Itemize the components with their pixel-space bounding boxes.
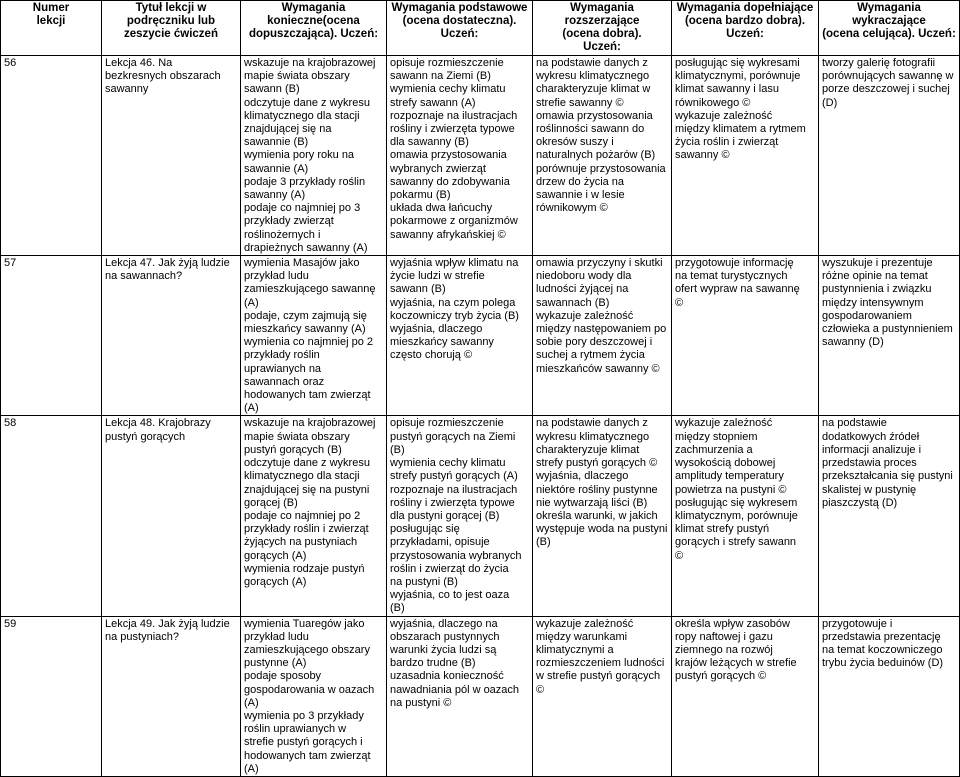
cell-line: odczytuje dane z wykresu — [244, 457, 370, 470]
cell-line: wykazuje zależność — [536, 617, 634, 630]
cell-line: wymienia rodzaje pustyń — [244, 562, 365, 575]
cell-line: wyjaśnia, dlaczego — [390, 323, 483, 336]
table-row — [1, 416, 960, 616]
cell-line: zamieszkującego sawannę — [244, 283, 376, 296]
cell-line: klimatycznym, porównuje — [675, 509, 798, 522]
cell-line: (D) — [822, 96, 838, 109]
cell-line: pokarmowe z organizmów — [390, 215, 518, 228]
cell-basic — [387, 56, 533, 256]
cell-lesson-title — [102, 416, 241, 616]
cell-line: drapieżnych sawanny (A) — [244, 241, 368, 254]
cell-line: dodatkowych źródeł — [822, 430, 920, 443]
cell-line: (B) — [536, 536, 551, 549]
cell-line: przykłady roślin — [244, 349, 320, 362]
cell-line: występuje woda na pustyni — [536, 523, 668, 536]
cell-line: mapie świata obszary — [244, 70, 350, 83]
cell-necessary — [241, 416, 387, 616]
cell-line: posługując się wykresem — [675, 496, 798, 509]
cell-lesson-number: 59 — [1, 616, 102, 776]
cell-line: dla sawanny (B) — [390, 136, 469, 149]
cell-line: podaje, czym zajmują się — [244, 309, 367, 322]
cell-line: na podstawie danych z — [536, 57, 648, 69]
cell-line: mieszkańcy sawanny — [390, 336, 494, 349]
cell-line: klimatycznego dla stacji — [244, 109, 360, 122]
cell-line: nawadniania pól w oazach — [390, 683, 520, 696]
cell-line: okresów suszy i — [536, 136, 614, 149]
cell-line: gorących (A) — [244, 575, 307, 588]
cell-line: wykresu klimatycznego — [536, 430, 650, 443]
cell-line: roślin i zwierząt do życia — [390, 562, 509, 575]
cell-line: wymienia Tuaregów jako — [244, 617, 365, 630]
cell-line: klimat sawanny i lasu — [675, 83, 779, 96]
cell-line: gorących (A) — [244, 549, 307, 562]
cell-line: roślinożernych i — [244, 228, 321, 241]
cell-line: wymienia co najmniej po 2 — [244, 336, 374, 349]
cell-line: porównujących sawannę w — [822, 70, 954, 83]
cell-line: obszarach pustynnych — [390, 630, 500, 643]
cell-line: na pustyni © — [390, 696, 452, 709]
header-expanding: Wymagania rozszerzające (ocena dobra). Uczeń: — [533, 1, 672, 56]
cell-line: hodowanych tam zwierząt — [244, 389, 371, 402]
cell-line: sawannie (A) — [244, 162, 309, 175]
cell-line: przedstawia prezentację — [822, 630, 941, 643]
table-row — [1, 56, 960, 256]
cell-line: gorących i strefy sawann — [675, 536, 797, 549]
header-basic: Wymagania podstawowe (ocena dostateczna). Uczeń: — [387, 1, 533, 56]
cell-line: strefy sawann (A) — [390, 96, 476, 109]
cell-line: klimatycznego dla stacji — [244, 470, 360, 483]
cell-exceeding — [819, 616, 960, 776]
table-row — [1, 616, 960, 776]
cell-line: przykłady zwierząt — [244, 215, 334, 228]
cell-line: przykład ludu — [244, 630, 309, 643]
cell-line: sawannie i w lesie — [536, 189, 625, 202]
cell-line: wykresu klimatycznego — [536, 70, 650, 83]
cell-line: na podstawie danych z — [536, 417, 648, 430]
cell-line: koczowniczy tryb życia (B) — [390, 309, 519, 322]
cell-line: znajdującej się na — [244, 123, 332, 136]
cell-line: wymienia cechy klimatu — [390, 83, 506, 96]
cell-line: przygotowuje i — [822, 617, 893, 630]
cell-line: między warunkami — [536, 630, 628, 643]
cell-line: krajów leżących w strefie — [675, 657, 797, 670]
cell-line: zachmurzenia a — [675, 443, 753, 456]
cell-line: pokarmu (B) — [390, 189, 451, 202]
cell-basic — [387, 616, 533, 776]
cell-line: wyjaśnia, dlaczego — [536, 470, 629, 483]
cell-line: rośliny i zwierzęta typowe — [390, 496, 515, 509]
cell-line: gospodarowania w oazach — [244, 683, 375, 696]
cell-line: trybu życia beduinów (D) — [822, 657, 944, 670]
cell-line: równikowym © — [536, 202, 608, 215]
cell-line: życia roślin i zwierząt — [675, 136, 779, 149]
cell-line: podaje co najmniej po 3 — [244, 202, 361, 215]
cell-line: wykazuje zależność — [675, 417, 773, 430]
cell-complementing — [672, 256, 819, 416]
cell-line: porównuje przystosowania — [536, 162, 666, 175]
cell-line: życie ludzi w strefie — [390, 270, 485, 283]
cell-complementing — [672, 56, 819, 256]
cell-line: strefie pustyń gorących i — [244, 736, 363, 749]
cell-exceeding — [819, 256, 960, 416]
cell-line: rozpoznaje na ilustracjach — [390, 483, 518, 496]
cell-line: charakteryzuje klimat — [536, 443, 640, 456]
cell-line: przekształcania się pustyni — [822, 470, 953, 483]
cell-lesson-number: 57 — [1, 256, 102, 416]
cell-exceeding — [819, 56, 960, 256]
cell-line: rozmieszczeniem ludności — [536, 657, 665, 670]
cell-line: wyjaśnia, dlaczego na — [390, 617, 498, 630]
cell-line: rozpoznaje na ilustracjach — [390, 109, 518, 122]
cell-line: uprawianych na — [244, 362, 322, 375]
cell-line: układa dwa łańcuchy — [390, 202, 493, 215]
cell-line: dla pustyni gorącej (B) — [390, 509, 500, 522]
cell-line: (A) — [244, 762, 259, 775]
header-necessary: Wymagania konieczne(ocena dopuszczająca). Uczeń: — [241, 1, 387, 56]
cell-line: porze deszczowej i suchej — [822, 83, 950, 96]
cell-line: żyjących na pustyniach — [244, 536, 358, 549]
cell-line: (A) — [244, 696, 259, 709]
cell-line: sawanny (D) — [822, 336, 884, 349]
cell-line: sawannach (B) — [536, 296, 610, 309]
cell-line: hodowanych tam zwierząt — [244, 749, 371, 762]
cell-line: między stopniem — [675, 430, 758, 443]
cell-line: odczytuje dane z wykresu — [244, 96, 370, 109]
cell-line: na pustyni (B) — [390, 575, 458, 588]
cell-line: omawia przyczyny i skutki — [536, 257, 663, 270]
cell-line: (A) — [244, 402, 259, 415]
cell-line: równikowego © — [675, 96, 751, 109]
cell-line: często chorują © — [390, 349, 473, 362]
cell-line: Lekcja 49. Jak żyją ludzie — [105, 617, 230, 630]
cell-line: rośliny i zwierzęta typowe — [390, 123, 515, 136]
header-lesson-title: Tytuł lekcji w podręczniku lub zeszycie ćwiczeń — [102, 1, 241, 56]
cell-line: sawanny do zdobywania — [390, 175, 510, 188]
cell-line: strefie sawanny © — [536, 96, 624, 109]
cell-line: zamieszkującego obszary — [244, 643, 370, 656]
cell-line: bardzo trudne (B) — [390, 657, 476, 670]
cell-line: amplitudy temperatury — [675, 470, 784, 483]
cell-line: przedstawia proces — [822, 457, 917, 470]
cell-line: bezkresnych obszarach — [105, 70, 221, 83]
cell-basic — [387, 256, 533, 416]
cell-line: określa wpływ zasobów — [675, 617, 790, 630]
cell-line: sawann (B) — [244, 83, 300, 96]
cell-line: ludności żyjącej na — [536, 283, 629, 296]
cell-line: na pustyniach? — [105, 630, 179, 643]
header-exceeding: Wymagania wykraczające (ocena celująca). Uczeń: — [819, 1, 960, 56]
cell-line: sawann (B) — [390, 283, 446, 296]
cell-line: klimatycznymi, porównuje — [675, 70, 801, 83]
cell-expanding — [533, 616, 672, 776]
cell-line: uzasadnia konieczność — [390, 670, 504, 683]
cell-line: sawannach oraz — [244, 375, 325, 388]
cell-line: (B) — [390, 602, 405, 615]
cell-line: (B) — [390, 443, 405, 456]
cell-line: skalistej w pustynię — [822, 483, 917, 496]
cell-line: drzew do życia na — [536, 175, 625, 188]
cell-line: pustyń gorących © — [675, 670, 767, 683]
header-row — [1, 1, 960, 56]
cell-line: na temat turystycznych — [675, 270, 788, 283]
cell-line: wykazuje zależność — [675, 109, 773, 122]
cell-necessary — [241, 616, 387, 776]
cell-line: pustyń gorących — [105, 430, 186, 443]
cell-line: powietrza na pustyni © — [675, 483, 787, 496]
cell-line: opisuje rozmieszczenie — [390, 417, 504, 430]
cell-line: Lekcja 48. Krajobrazy — [105, 417, 211, 430]
cell-line: omawia przystosowania — [536, 109, 653, 122]
cell-line: wymienia pory roku na — [244, 149, 355, 162]
cell-line: pustyń gorących na Ziemi — [390, 430, 516, 443]
cell-line: klimatycznymi a — [536, 643, 614, 656]
cell-line: strefy pustyń gorących © — [536, 457, 658, 470]
cell-line: Lekcja 46. Na — [105, 57, 173, 69]
cell-line: (A) — [244, 296, 259, 309]
cell-line: sobie pory deszczowej i — [536, 336, 653, 349]
cell-line: przykłady roślin i zwierząt — [244, 523, 369, 536]
cell-line: między intensywnym — [822, 296, 924, 309]
cell-line: przykład ludu — [244, 270, 309, 283]
cell-expanding — [533, 416, 672, 616]
cell-line: ziemnego na rozwój — [675, 643, 773, 656]
cell-line: © — [675, 296, 684, 309]
cell-line: określa warunki, w jakich — [536, 509, 658, 522]
cell-line: w strefie pustyń gorących — [536, 670, 661, 683]
cell-line: mieszkańców sawanny © — [536, 362, 660, 375]
cell-line: znajdującej się na pustyni — [244, 483, 370, 496]
cell-lesson-title — [102, 616, 241, 776]
cell-line: przygotowuje informację — [675, 257, 794, 270]
cell-line: wskazuje na krajobrazowej — [244, 57, 376, 69]
cell-line: wyszukuje i prezentuje — [822, 257, 933, 270]
table-body — [1, 56, 960, 777]
cell-line: nie wytwarzają liści (B) — [536, 496, 648, 509]
cell-line: wymienia Masajów jako — [244, 257, 360, 270]
cell-lesson-title — [102, 256, 241, 416]
cell-line: charakteryzuje klimat w — [536, 83, 651, 96]
cell-line: gospodarowaniem — [822, 309, 912, 322]
cell-line: przystosowania wybranych — [390, 549, 522, 562]
cell-expanding — [533, 56, 672, 256]
cell-necessary — [241, 256, 387, 416]
cell-exceeding — [819, 416, 960, 616]
cell-line: wysokością dobowej — [675, 457, 776, 470]
cell-lesson-title — [102, 56, 241, 256]
cell-line: sawannie (B) — [244, 136, 309, 149]
table-row — [1, 256, 960, 416]
cell-line: człowieka a pustynnieniem — [822, 323, 953, 336]
cell-line: ofert wypraw na sawannę — [675, 283, 800, 296]
cell-line: między następowaniem po — [536, 323, 667, 336]
cell-line: niektóre rośliny pustynne — [536, 483, 658, 496]
cell-line: wykazuje zależność — [536, 309, 634, 322]
cell-line: informacji analizuje i — [822, 443, 922, 456]
cell-line: klimat strefy pustyń — [675, 523, 770, 536]
cell-line: piaszczystą (D) — [822, 496, 898, 509]
cell-line: na podstawie — [822, 417, 887, 430]
cell-line: sawanny (A) — [244, 189, 306, 202]
header-complementing: Wymagania dopełniające (ocena bardzo dobra). Uczeń: — [672, 1, 819, 56]
cell-line: wskazuje na krajobrazowej — [244, 417, 376, 430]
cell-line: pustynnienia i związku — [822, 283, 932, 296]
cell-complementing — [672, 616, 819, 776]
cell-line: roślinności sawann do — [536, 123, 645, 136]
cell-line: podaje co najmniej po 2 — [244, 509, 361, 522]
cell-line: tworzy galerię fotografii — [822, 57, 936, 69]
cell-line: wyjaśnia, co to jest oaza — [390, 589, 510, 602]
cell-line: wymienia cechy klimatu — [390, 457, 506, 470]
cell-lesson-number: 56 — [1, 56, 102, 256]
cell-line: naturalnych pożarów (B) — [536, 149, 656, 162]
cell-line: wybranych zwierząt — [390, 162, 486, 175]
cell-line: suchej a rytmem życia — [536, 349, 645, 362]
cell-line: gorącej (B) — [244, 496, 298, 509]
cell-line: na sawannach? — [105, 270, 183, 283]
cell-line: między klimatem a rytmem — [675, 123, 806, 136]
cell-expanding — [533, 256, 672, 416]
cell-line: wymienia po 3 przykłady — [244, 709, 364, 722]
cell-line: wyjaśnia, na czym polega — [390, 296, 516, 309]
cell-line: pustyń gorących (B) — [244, 443, 342, 456]
cell-line: podaje 3 przykłady roślin — [244, 175, 366, 188]
cell-line: przykładami, opisuje — [390, 536, 490, 549]
cell-line: wyjaśnia wpływ klimatu na — [390, 257, 519, 270]
cell-line: strefy pustyń gorących (A) — [390, 470, 518, 483]
cell-line: mieszkańcy sawanny (A) — [244, 323, 366, 336]
cell-line: pustynne (A) — [244, 657, 307, 670]
cell-line: niedoboru wody dla — [536, 270, 632, 283]
cell-line: na temat koczowniczego — [822, 643, 943, 656]
cell-line: roślin uprawianych w — [244, 723, 347, 736]
cell-line: ropy naftowej i gazu — [675, 630, 773, 643]
cell-line: sawanny — [105, 83, 149, 96]
cell-line: podaje sposoby — [244, 670, 322, 683]
cell-lesson-number: 58 — [1, 416, 102, 616]
cell-line: Lekcja 47. Jak żyją ludzie — [105, 257, 230, 270]
header-lesson-number: Numer lekcji — [1, 1, 102, 56]
cell-line: różne opinie na temat — [822, 270, 928, 283]
cell-line: posługując się wykresami — [675, 57, 800, 69]
cell-necessary — [241, 56, 387, 256]
cell-complementing — [672, 416, 819, 616]
cell-line: omawia przystosowania — [390, 149, 507, 162]
cell-line: sawanny afrykańskiej © — [390, 228, 506, 241]
cell-line: posługując się — [390, 523, 460, 536]
cell-line: © — [536, 683, 545, 696]
cell-basic — [387, 416, 533, 616]
cell-line: warunki życia ludzi są — [390, 643, 497, 656]
cell-line: mapie świata obszary — [244, 430, 350, 443]
cell-line: sawann na Ziemi (B) — [390, 70, 491, 83]
cell-line: © — [675, 549, 684, 562]
cell-line: sawanny © — [675, 149, 730, 162]
cell-line: opisuje rozmieszczenie — [390, 57, 504, 69]
